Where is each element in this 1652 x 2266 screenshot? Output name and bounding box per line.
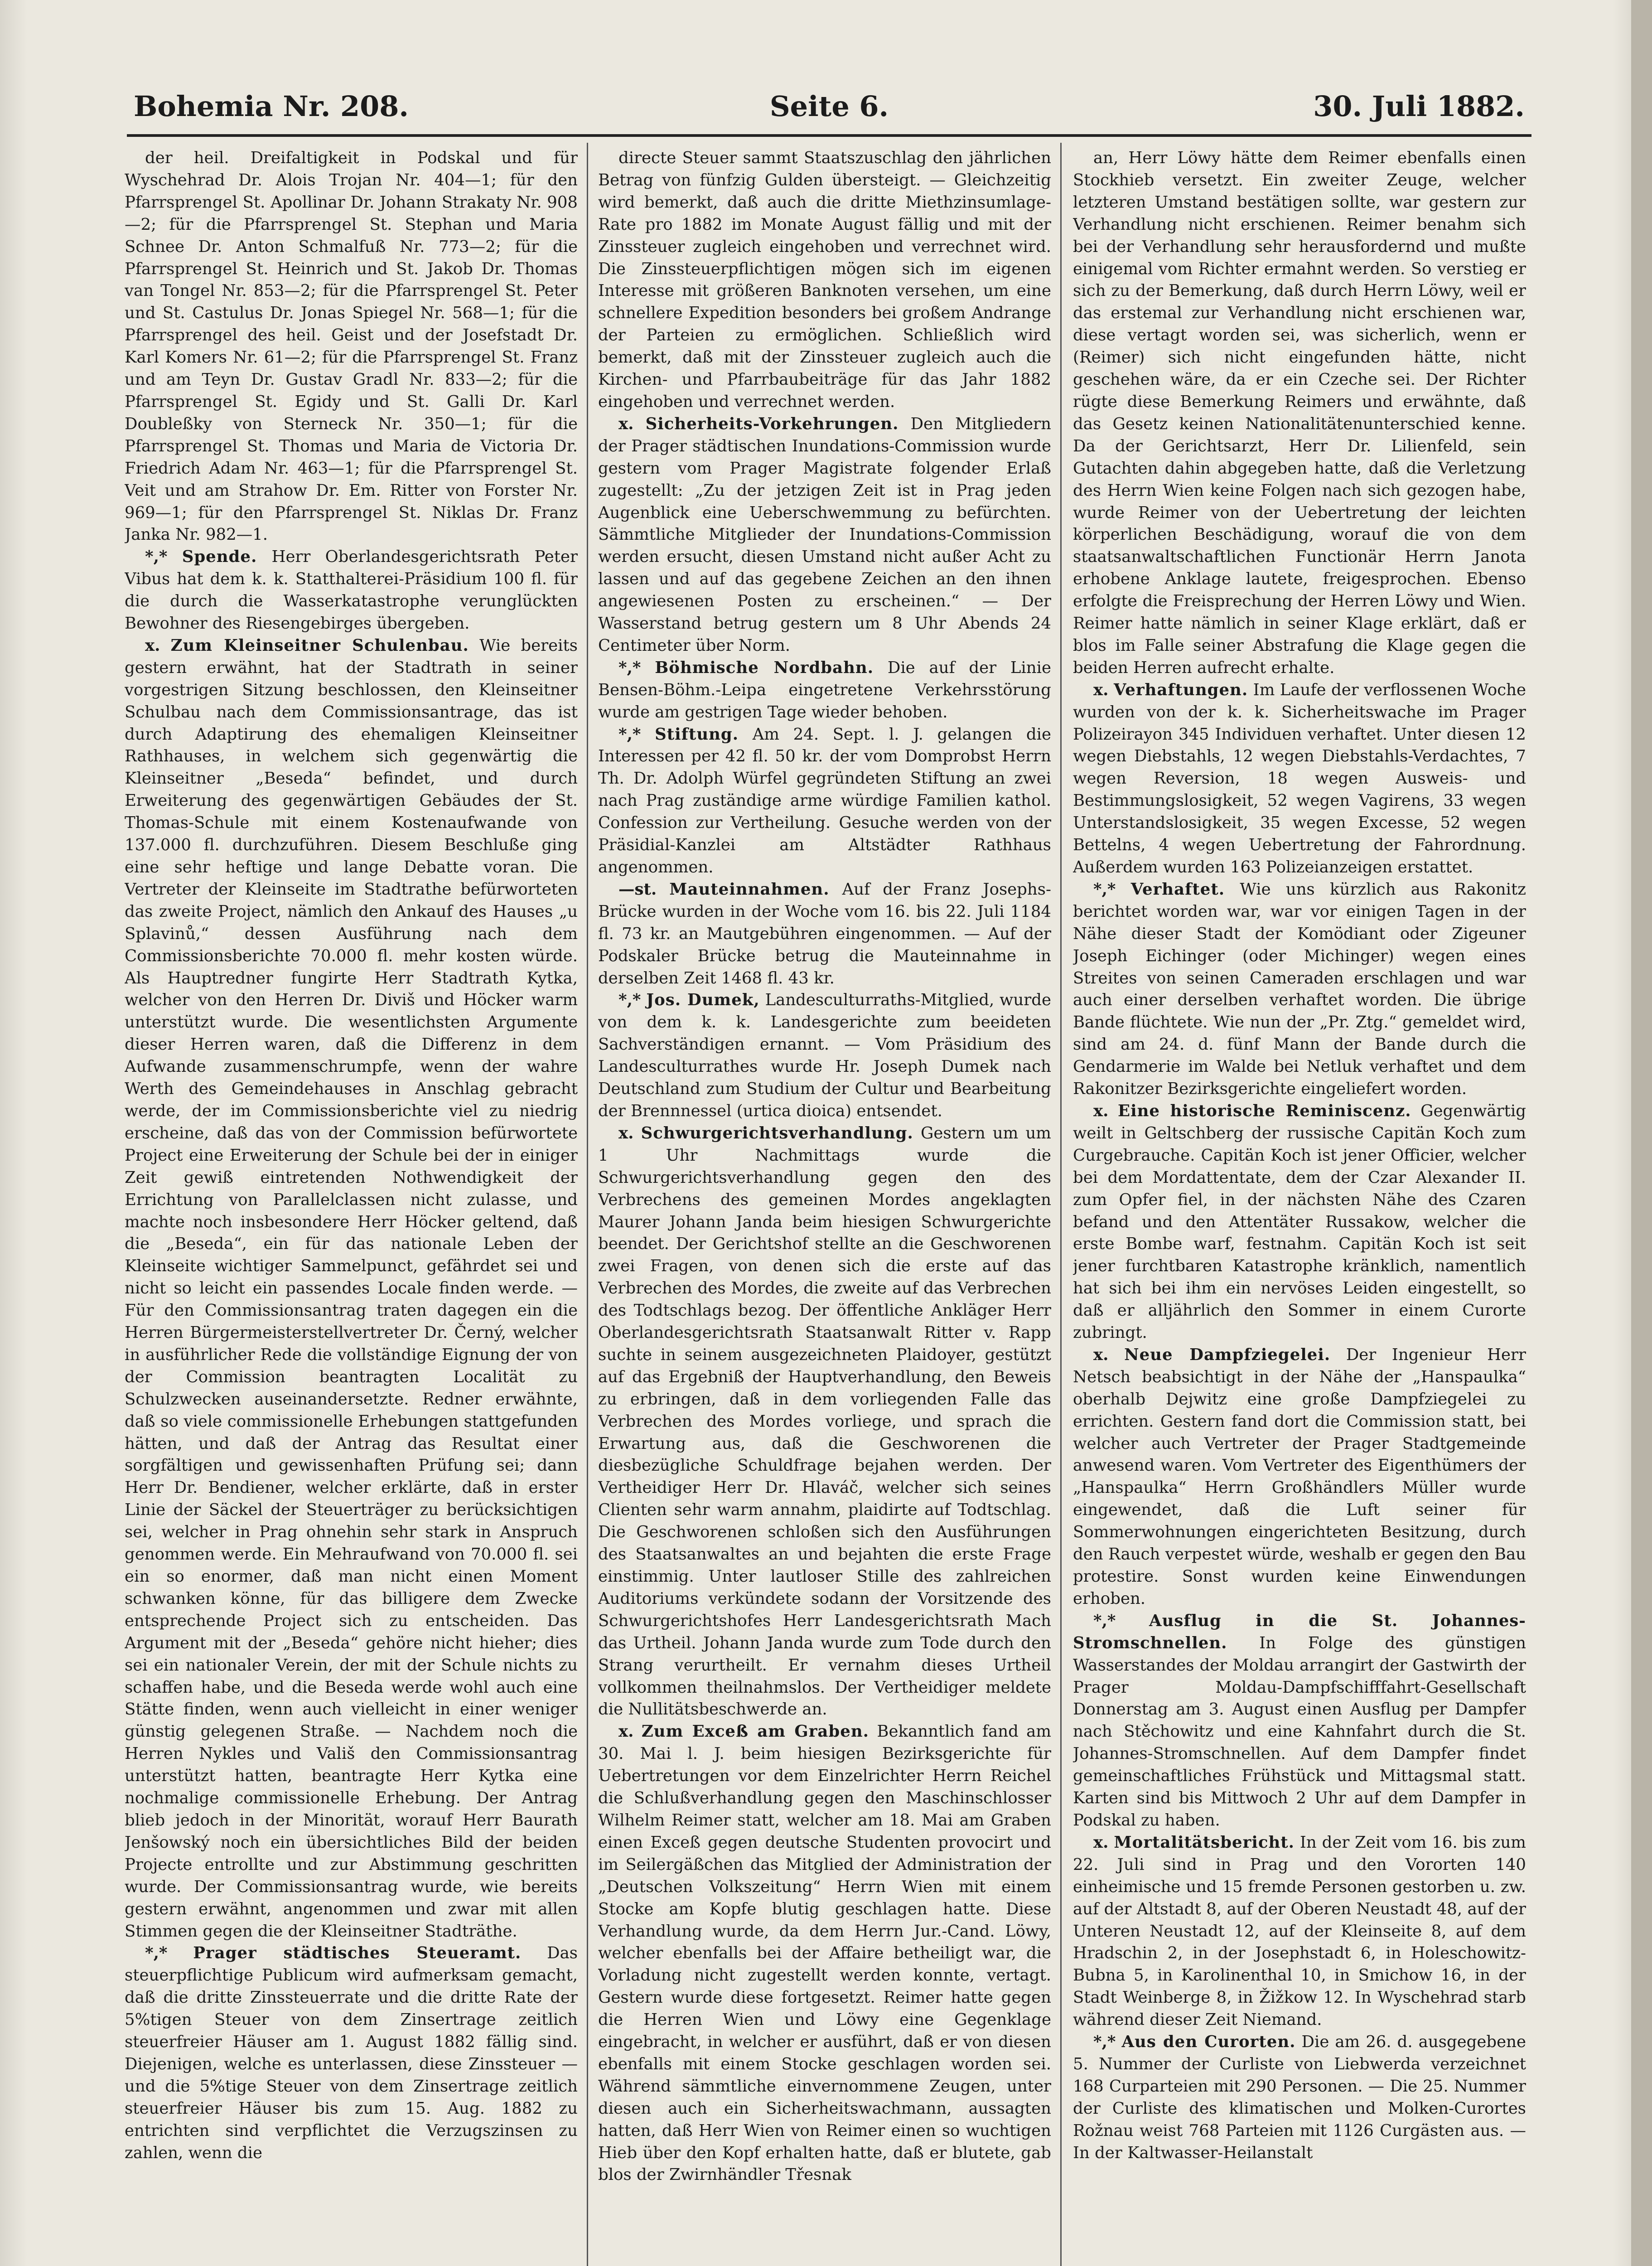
- news-article: [1073, 1832, 1526, 2031]
- article-marker: x.: [145, 636, 160, 655]
- article-body: Die auf der Linie Bensen-Böhm.-Leipa eingetretene Verkehrsstörung wurde am gestrigen Tage wieder behoben.: [598, 658, 1051, 721]
- article-body: Das steuerpflichtige Publicum wird aufmerksam gemacht, daß die dritte Zinssteuerrate und die dritte Rate der 5%tigen Steuer von dem Zinsertrage zeitlich steuerfreier Häuser am 1. August 1882 fällig sind. Diejenigen, welche es unterlassen, diese Zinssteuer — und die 5%tige Steuer von dem Zinsertrage zeitlich steuerfreier Häuser bis zum 15. Aug. 1882 zu entrichten sind verpflichtet die Verzugszinsen zu zahlen, wenn die: [125, 1944, 578, 2162]
- article-marker: x.: [618, 414, 634, 433]
- article-body: Landesculturraths-Mitglied, wurde von dem k. k. Landesgerichte zum beeideten Sachverständigen ernannt. — Vom Präsidium des Landesculturrathes wurde Hr. Joseph Dumek nach Deutschland zum Studium der Cultur und Bearbeitung der Brennnessel (urtica dioica) entsendet.: [598, 991, 1051, 1120]
- article-body: Bekanntlich fand am 30. Mai l. J. beim hiesigen Bezirksgerichte für Uebertretungen vor dem Einzelrichter Herrn Reichel die Schlußverhandlung gegen den Maschinschlosser Wilhelm Reimer statt, welcher am 18. Mai am Graben einen Exceß gegen deutsche Studenten provocirt und im Seilergäßchen das Mitglied der Administration der „Deutschen Volkszeitung“ Herrn Wien mit einem Stocke am Kopfe blutig geschlagen hatte. Diese Verhandlung wurde, da dem Herrn Jur.-Cand. Löwy, welcher ebenfalls bei der Affaire betheiligt war, die Vorladung nicht zugestellt werden konnte, vertagt. Gestern wurde diese fortgesetzt. Reimer hatte gegen die Herren Wien und Löwy eine Gegenklage eingebracht, in welcher er ausführt, daß er von diesen ebenfalls mit einem Stocke geschlagen worden sei. Während sämmtliche einvernommene Zeugen, unter diesen auch ein Sicherheitswachmann, aussagten hatten, daß Herr Wien von Reimer einen so wuchtigen Hieb über den Kopf erhalten hatte, daß er blutete, gab blos der Zwirnhändler Třesnak: [598, 1722, 1051, 2184]
- article-body: Den Mitgliedern der Prager städtischen Inundations-Commission wurde gestern vom Prager Magistrate folgender Erlaß zugestellt: „Zu der jetzigen Zeit ist in Prag jeden Augenblick eine Ueberschwemmung zu befürchten. Sämmtliche Mitglieder der Inundations-Commission werden ersucht, diesen Umstand nicht außer Acht zu lassen und auf das gegebene Zeichen an den ihnen angewiesenen Posten zu erscheinen.“ — Der Wasserstand betrug gestern um 8 Uhr Abends 24 Centimeter über Norm.: [598, 414, 1051, 655]
- article-headline: Verhaftungen.: [1113, 680, 1248, 699]
- news-article: [1073, 1344, 1526, 1610]
- news-article: [1073, 679, 1526, 879]
- news-article: [1073, 147, 1526, 679]
- article-headline: Neue Dampfziegelei.: [1124, 1345, 1331, 1364]
- article-headline: Eine historische Reminiscenz.: [1118, 1101, 1411, 1120]
- article-marker: *,*: [145, 547, 168, 566]
- news-article: [1073, 2031, 1526, 2164]
- article-headline: Mortalitätsbericht.: [1114, 1833, 1295, 1852]
- page-header: [134, 82, 1525, 131]
- column-divider: [587, 143, 588, 2266]
- text-column-1: [125, 147, 578, 2266]
- article-body: Gestern um um 1 Uhr Nachmittags wurde die Schwurgerichtsverhandlung gegen den des Verbrechens des gemeinen Mordes angeklagten Maurer Johann Janda beim hiesigen Schwurgerichte beendet. Der Gerichtshof stellte an die Geschworenen zwei Fragen, von denen sich die erste auf das Verbrechen des Mordes, die zweite auf das Verbrechen des Todtschlags bezog. Der öffentliche Ankläger Herr Oberlandesgerichtsrath Staatsanwalt Ritter v. Rapp suchte in seinem ausgezeichneten Plaidoyer, gestützt auf das Ergebniß der Hauptverhandlung, den Beweis zu erbringen, daß in dem vorliegenden Falle das Verbrechen des Mordes vorliege, und sprach die Erwartung aus, daß die Geschworenen die diesbezügliche Schuldfrage bejahen werden. Der Vertheidiger Herr Dr. Hlaváč, welcher sich seines Clienten sehr warm annahm, plaidirte auf Todtschlag. Die Geschworenen schloßen sich den Ausführungen des Staatsanwaltes an und bejahten die erste Frage einstimmig. Unter lautloser Stille des zahlreichen Auditoriums verkündete sodann der Vorsitzende des Schwurgerichtshofes Herr Landesgerichtsrath Mach das Urtheil. Johann Janda wurde zum Tode durch den Strang verurtheilt. Er vernahm dieses Urtheil vollkommen theilnahmslos. Der Vertheidiger meldete die Nullitätsbeschwerde an.: [598, 1123, 1051, 1719]
- news-article: [1073, 1100, 1526, 1344]
- news-article: [598, 989, 1051, 1122]
- article-headline: Jos. Dumek,: [646, 991, 760, 1010]
- article-body: der heil. Dreifaltigkeit in Podskal und für Wyschehrad Dr. Alois Trojan Nr. 404—1; für den Pfarrsprengel St. Apollinar Dr. Johann Strakaty Nr. 908—2; für die Pfarrsprengel St. Stephan und Maria Schnee Dr. Anton Schmalfuß Nr. 773—2; für die Pfarrsprengel St. Heinrich und St. Jakob Dr. Thomas van Tongel Nr. 853—2; für die Pfarrsprengel St. Peter und St. Castulus Dr. Jonas Spiegel Nr. 568—1; für die Pfarrsprengel des heil. Geist und der Josefstadt Dr. Karl Komers Nr. 61—2; für die Pfarrsprengel St. Franz und am Teyn Dr. Gustav Gradl Nr. 833—2; für die Pfarrsprengel St. Egidy und St. Galli Dr. Karl Doubleßky von Sterneck Nr. 350—1; für die Pfarrsprengel St. Thomas und Maria de Victoria Dr. Friedrich Adam Nr. 463—1; für die Pfarrsprengel St. Veit und am Strahow Dr. Em. Ritter von Forster Nr. 969—1; für den Pfarrsprengel St. Niklas Dr. Franz Janka Nr. 982—1.: [125, 149, 578, 544]
- article-body: Am 24. Sept. l. J. gelangen die Interessen per 42 fl. 50 kr. der vom Domprobst Herrn Th. Dr. Adolph Würfel gegründeten Stiftung an zwei nach Prag zuständige arme würdige Familien kathol. Confession zur Vertheilung. Gesuche werden von der Präsidial-Kanzlei am Altstädter Rathhaus angenommen.: [598, 725, 1051, 876]
- article-marker: *,*: [618, 725, 641, 744]
- article-marker: x.: [1093, 1833, 1109, 1852]
- article-body: Die am 26. d. ausgegebene 5. Nummer der Curliste von Liebwerda verzeichnet 168 Curparteien mit 290 Personen. — Die 25. Nummer der Curliste des klimatischen und Molken-Curortes Rožnau weist 768 Parteien mit 1126 Curgästen aus. — In der Kaltwasser-Heilanstalt: [1073, 2033, 1526, 2162]
- article-marker: *,*: [618, 991, 641, 1010]
- article-marker: *,*: [145, 1944, 168, 1963]
- news-article: [598, 1123, 1051, 1721]
- news-article: [598, 413, 1051, 657]
- news-article: [125, 147, 578, 546]
- news-article: [598, 879, 1051, 990]
- article-marker: *,*: [618, 658, 641, 677]
- article-headline: Ausflug in die St. Johannes-Stromschnellen.: [1073, 1611, 1526, 1652]
- article-body: Auf der Franz Josephs-Brücke wurden in der Woche vom 16. bis 22. Juli 1184 fl. 73 kr. an Mautgebühren eingenommen. — Auf der Podskaler Brücke betrug die Mauteinnahme in derselben Zeit 1468 fl. 43 kr.: [598, 880, 1051, 988]
- article-headline: Prager städtisches Steueramt.: [193, 1944, 522, 1963]
- article-body: Der Ingenieur Herr Netsch beabsichtigt in der Nähe der „Hanspaulka“ oberhalb Dejwitz eine große Dampfziegelei zu errichten. Gestern fand dort die Commission statt, bei welcher auch Vertreter der Prager Stadtgemeinde anwesend waren. Vom Vertreter des Eigenthümers der „Hanspaulka“ Herrn Großhändlers Müller wurde eingewendet, daß die Luft seiner für Sommerwohnungen eingerichteten Besitzung, durch den Rauch verpestet würde, weshalb er gegen den Bau protestire. Sonst wurden keine Einwendungen erhoben.: [1073, 1345, 1526, 1608]
- article-headline: Zum Kleinseitner Schulenbau.: [170, 636, 469, 655]
- article-body: Gegenwärtig weilt in Geltschberg der russische Capitän Koch zum Curgebrauche. Capitän Koch ist jener Officier, welcher bei dem Mordattentate, dem der Czar Alexander II. zum Opfer fiel, in der nächsten Nähe des Czaren befand und den Attentäter Russakow, welcher die erste Bombe warf, festnahm. Capitän Koch ist seit jener furchtbaren Katastrophe kränklich, namentlich hat sich bei ihm ein nervöses Leiden eingestellt, so daß er alljährlich den Sommer in einem Curorte zubringt.: [1073, 1101, 1526, 1342]
- article-headline: Böhmische Nordbahn.: [655, 658, 874, 677]
- article-marker: *,*: [1093, 880, 1116, 899]
- article-body: In Folge des günstigen Wasserstandes der Moldau arrangirt der Gastwirth der Prager Moldau-Dampfschifffahrt-Gesellschaft Donnerstag am 3. August einen Ausflug per Dampfer nach Stěchowitz und eine Kahnfahrt durch die St. Johannes-Stromschnellen. Auf dem Dampfer findet gemeinschaftliches Frühstück und Mittagsmal statt. Karten sind bis Mittwoch 2 Uhr auf dem Dampfer in Podskal zu haben.: [1073, 1633, 1526, 1830]
- article-body: an, Herr Löwy hätte dem Reimer ebenfalls einen Stockhieb versetzt. Ein zweiter Zeuge, welcher letzteren Umstand bestätigen sollte, war gestern zur Verhandlung nicht erschienen. Reimer benahm sich bei der Verhandlung sehr herausfordernd und mußte einigemal vom Richter ermahnt werden. So verstieg er sich zu der Bemerkung, daß durch Herrn Löwy, weil er das erstemal zur Verhandlung nicht erschienen war, diese vertagt worden sei, was sicherlich, wenn er (Reimer) sich nicht eingefunden hätte, nicht geschehen wäre, da er ein Czeche sei. Der Richter rügte diese Bemerkung Reimers und erwähnte, daß das Gesetz keinen Nationalitätenunterschied kenne. Da der Gerichtsarzt, Herr Dr. Lilienfeld, sein Gutachten dahin abgegeben hatte, daß die Verletzung des Herrn Wien keine Folgen nach sich gezogen habe, wurde Reimer von der Uebertretung der leichten körperlichen Beschädigung, worauf die von dem staatsanwaltschaftlichen Functionär Herrn Janota erhobene Anklage lautete, freigesprochen. Ebenso erfolgte die Freisprechung der Herren Löwy und Wien. Reimer hatte nämlich in seiner Klage erklärt, daß er blos im Falle seiner Abstrafung die Klage gegen die beiden Herren aufrecht erhalte.: [1073, 149, 1526, 677]
- news-article: [125, 1942, 578, 2164]
- article-body: Im Laufe der verflossenen Woche wurden von der k. k. Sicherheitswache im Prager Polizeirayon 345 Individuen verhaftet. Unter diesen 12 wegen Diebstahls, 12 wegen Diebstahls-Verdachtes, 7 wegen Reversion, 18 wegen Ausweis- und Bestimmungslosigkeit, 52 wegen Vagirens, 33 wegen Unterstandslosigkeit, 35 wegen Excesse, 52 wegen Bettelns, 4 wegen Uebertretung der Fahrordnung. Außerdem wurden 163 Polizeianzeigen erstattet.: [1073, 680, 1526, 876]
- news-article: [1073, 879, 1526, 1100]
- header-rule: [127, 134, 1531, 137]
- article-marker: x.: [1093, 680, 1109, 699]
- page-fold-edge: [1631, 0, 1652, 2266]
- article-marker: *,*: [1093, 1611, 1116, 1630]
- article-headline: Verhaftet.: [1130, 880, 1225, 899]
- news-article: [125, 635, 578, 1942]
- article-body: Wie bereits gestern erwähnt, hat der Stadtrath in seiner vorgestrigen Sitzung beschlossen, den Kleinseitner Schulbau nach dem Commissionsantrage, das ist durch Adaptirung des ehemaligen Kleinseitner Rathhauses, in welchem sich gegenwärtig die Kleinseitner „Beseda“ befindet, und durch Erweiterung des gegenwärtigen Gebäudes der St. Thomas-Schule mit einem Kostenaufwande von 137.000 fl. durchzuführen. Diesem Beschluße ging eine sehr heftige und lange Debatte voran. Die Vertreter der Kleinseite im Stadtrathe befürworteten das zweite Project, nämlich den Ankauf des Hauses „u Splavinů,“ dessen Ausführung nach dem Commissionsberichte 70.000 fl. mehr kosten würde. Als Hauptredner fungirte Herr Stadtrath Kytka, welcher von den Herren Dr. Diviš und Höcker warm unterstützt wurde. Die wesentlichsten Argumente dieser Herren waren, daß die Differenz in dem Aufwande zusammenschrumpfe, wenn der wahre Werth des Gemeindehauses in Anschlag gebracht werde, der im Commissionsberichte viel zu niedrig erscheine, daß das von der Commission befürwortete Project eine Erweiterung der Schule bei der in einiger Zeit gewiß eintretenden Nothwendigkeit der Errichtung von Parallelclassen nicht zulasse, und machte noch insbesondere Herr Höcker geltend, daß die „Beseda“, ein für das nationale Leben der Kleinseite wichtiger Sammelpunct, gefährdet sei und nicht so leicht ein passendes Locale finden werde. — Für den Commissionsantrag traten dagegen ein die Herren Bürgermeisterstellvertreter Dr. Černý, welcher in ausführlicher Rede die vollständige Eignung der von der Commission beantragten Localität zu Schulzwecken auseinandersetzte. Redner erwähnte, daß so viele commissionelle Erhebungen stattgefunden hätten, und daß der Antrag das Resultat einer sorgfältigen und gewissenhaften Prüfung sei; dann Herr Dr. Bendiener, welcher erklärte, daß in erster Linie der Säckel der Steuerträger zu berücksichtigen sei, welcher in Prag ohnehin sehr stark in Anspruch genommen werde. Ein Mehraufwand von 70.000 fl. sei ein so enormer, daß man nicht einen Moment schwanken könne, für das billigere dem Zwecke entsprechende Project sich zu entscheiden. Das Argument mit der „Beseda“ gehöre nicht hieher; dies sei ein nationaler Verein, der mit der Schule nichts zu schaffen habe, und die Beseda werde wohl auch eine Stätte finden, wenn auch vielleicht in einer weniger günstig gelegenen Straße. — Nachdem noch die Herren Nykles und Vališ den Commissionsantrag unterstützt hatten, beantragte Herr Kytka eine nochmalige commissionelle Erhebung. Der Antrag blieb jedoch in der Minorität, worauf Herr Baurath Jenšowský noch ein übersichtliches Bild der beiden Projecte entrollte und zur Abstimmung geschritten wurde. Der Commissionsantrag wurde, wie bereits gestern erwähnt, angenommen und zwar mit allen Stimmen gegen die der Kleinseitner Stadträthe.: [125, 636, 578, 1941]
- header-page-number: Seite 6.: [769, 90, 889, 123]
- news-article: [598, 1721, 1051, 2186]
- article-headline: Stiftung.: [655, 725, 739, 744]
- article-headline: Spende.: [182, 547, 257, 566]
- article-marker: x.: [618, 1123, 634, 1143]
- news-article: [598, 147, 1051, 413]
- article-body: directe Steuer sammt Staatszuschlag den jährlichen Betrag von fünfzig Gulden übersteigt. — Gleichzeitig wird bemerkt, daß auch die dritte Miethzinsumlage-Rate pro 1882 im Monate August fällig und mit der Zinssteuer zugleich eingehoben und verrechnet wird. Die Zinssteuerpflichtigen mögen sich im eigenen Interesse mit größeren Banknoten versehen, um eine schnellere Expedition besonders bei großem Andrange der Parteien zu ermöglichen. Schließlich wird bemerkt, daß mit der Zinssteuer zugleich auch die Kirchen- und Pfarrbaubeiträge für das Jahr 1882 eingehoben und verrechnet werden.: [598, 149, 1051, 411]
- column-divider: [1060, 143, 1062, 2266]
- article-marker: x.: [1093, 1101, 1109, 1120]
- article-body: Wie uns kürzlich aus Rakonitz berichtet worden war, war vor einigen Tagen in der Nähe dieser Stadt der Komödiant oder Zigeuner Joseph Eichinger (oder Michinger) wegen eines Streites von seinen Cameraden erschlagen und war auch einer derselben verhaftet worden. Die übrige Bande flüchtete. Wie nun der „Pr. Ztg.“ gemeldet wird, sind am 24. d. fünf Mann der Bande durch die Gendarmerie im Walde bei Netluk verhaftet und dem Rakonitzer Bezirksgerichte eingeliefert worden.: [1073, 880, 1526, 1099]
- text-column-3: [1073, 147, 1526, 2266]
- article-marker: —st.: [618, 880, 657, 899]
- news-article: [598, 724, 1051, 879]
- article-headline: Sicherheits-Vorkehrungen.: [645, 414, 899, 433]
- article-headline: Aus den Curorten.: [1121, 2033, 1296, 2052]
- news-article: [598, 657, 1051, 724]
- article-headline: Schwurgerichtsverhandlung.: [641, 1123, 913, 1143]
- article-body: In der Zeit vom 16. bis zum 22. Juli sind in Prag und den Vororten 140 einheimische und 15 fremde Personen gestorben u. zw. auf der Altstadt 8, auf der Oberen Neustadt 48, auf der Unteren Neustadt 12, auf der Kleinseite 8, auf dem Hradschin 2, in der Josephstadt 6, in Holeschowitz-Bubna 5, in Karolinenthal 10, in Smichow 16, in der Stadt Weinberge 8, in Žižkow 12. In Wyschehrad starb während dieser Zeit Niemand.: [1073, 1833, 1526, 2029]
- article-headline: Zum Exceß am Graben.: [641, 1722, 869, 1741]
- news-article: [1073, 1610, 1526, 1832]
- header-date: 30. Juli 1882.: [1313, 90, 1525, 123]
- article-marker: *,*: [1093, 2033, 1116, 2052]
- article-marker: x.: [1093, 1345, 1109, 1364]
- news-article: [125, 546, 578, 635]
- article-body: Herr Oberlandesgerichtsrath Peter Vibus hat dem k. k. Statthalterei-Präsidium 100 fl. für die durch die Wasserkatastrophe verunglückten Bewohner des Riesengebirges übergeben.: [125, 547, 578, 633]
- header-issue: Bohemia Nr. 208.: [134, 90, 409, 123]
- article-headline: Mauteinnahmen.: [669, 880, 830, 899]
- article-marker: x.: [618, 1722, 634, 1741]
- text-column-2: [598, 147, 1051, 2266]
